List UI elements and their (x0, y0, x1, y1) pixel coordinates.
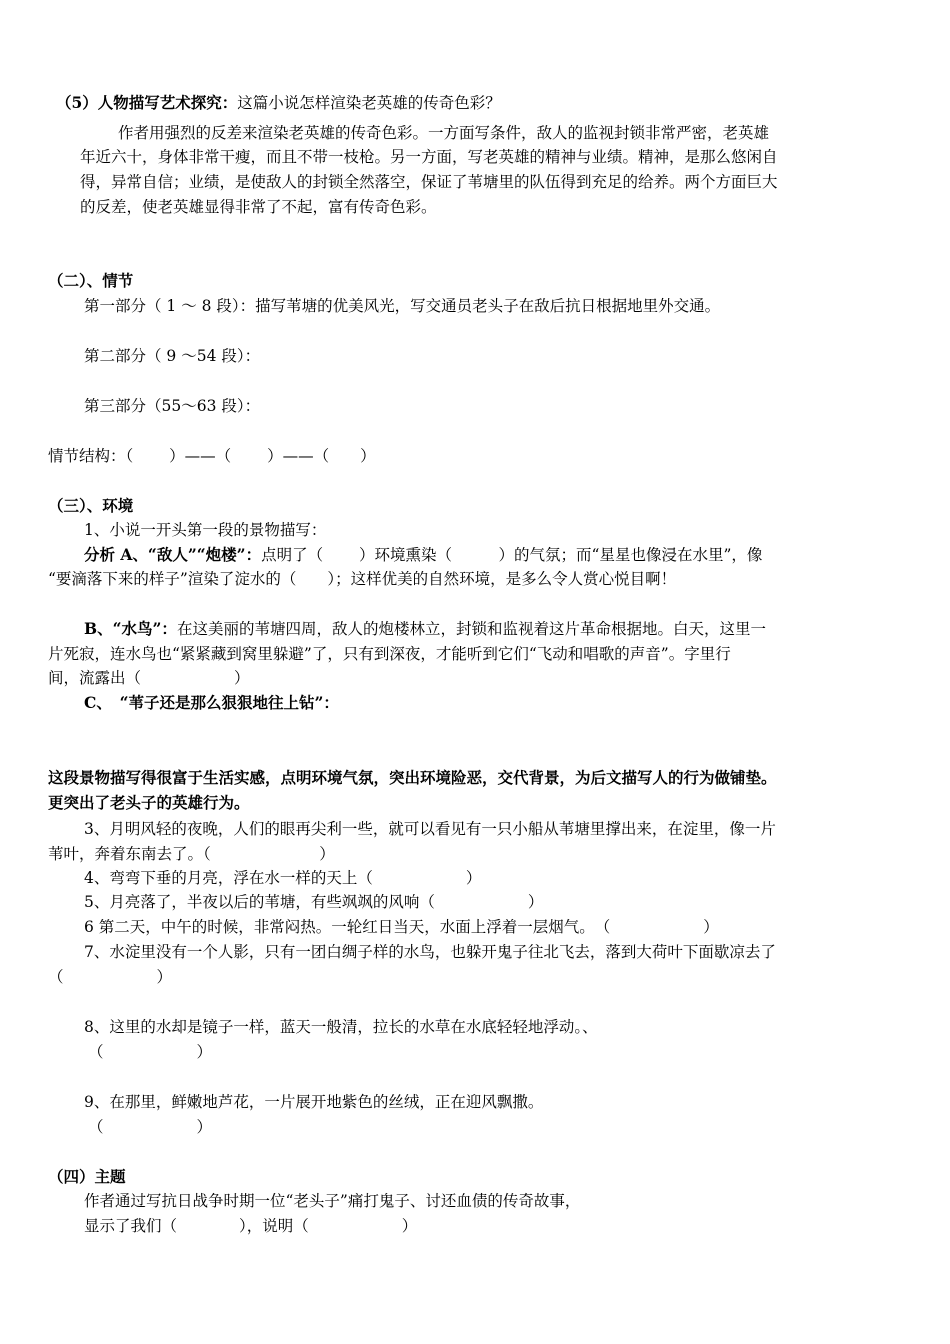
plot-part-2: 第二部分（ 9 ～54 段）： (84, 347, 261, 365)
analysis-a-label: 分析 A、“敌人”“炮楼”： (84, 545, 262, 564)
environment-item-3-line-2: 苇叶，奔着东南去了。（ ） (48, 845, 335, 863)
plot-heading: （二）、情节 (48, 271, 134, 290)
environment-item-1: 1、小说一开头第一段的景物描写： (84, 521, 327, 539)
section5-title-line (56, 92, 501, 114)
environment-item-8-line-1: 8、这里的水却是镜子一样，蓝天一般清，拉长的水草在水底轻轻地浮动。、 (84, 1018, 598, 1036)
environment-item-6: 6 第二天，中午的时候，非常闷热。一轮红日当天，水面上浮着一层烟气。 （ ） (84, 918, 719, 936)
section5-question: 这篇小说怎样渲染老英雄的传奇色彩？ (237, 94, 501, 112)
environment-item-7-line-2: （ ） (48, 968, 173, 986)
analysis-a-text: 点明了（ ）环境熏染（ ）的气氛；而“星星也像浸在水里”，像 (261, 546, 763, 564)
environment-summary-line-2: 更突出了老头子的英雄行为。 (48, 793, 250, 812)
environment-item-7-line-1: 7、水淀里没有一个人影，只有一团白绸子样的水鸟，也躲开鬼子往北飞去，落到大荷叶下面歇凉去了 (84, 943, 776, 961)
analysis-a-line-2: “要滴落下来的样子”渲染了淀水的（ ）；这样优美的自然环境，是多么令人赏心悦目啊！ (48, 570, 677, 588)
section5-line-2: 年近六十，身体非常干瘦，而且不带一枝枪。另一方面，写老英雄的精神与业绩。精神，是那么悠闲自 (80, 148, 778, 166)
environment-item-9-line-2: （ ） (88, 1118, 213, 1136)
analysis-b-text: 在这美丽的苇塘四周，敌人的炮楼林立，封锁和监视着这片革命根据地。白天，这里一 (176, 620, 766, 638)
environment-item-9-line-1: 9、在那里，鲜嫩地芦花，一片展开地紫色的丝绒，正在迎风飘撒。 (84, 1093, 544, 1111)
theme-heading: （四）主题 (48, 1167, 126, 1186)
analysis-b-line-3: 间，流露出（ ） (48, 669, 250, 687)
theme-line-1: 作者通过写抗日战争时期一位“老头子”痛打鬼子、讨还血债的传奇故事， (84, 1192, 581, 1210)
plot-structure: 情节结构：（ ）——（ ）——（ ） (48, 447, 376, 465)
section5-line-3: 得，异常自信；业绩，是使敌人的封锁全然落空，保证了苇塘里的队伍得到充足的给养。两个方面巨大 (80, 173, 778, 191)
section5-line-1: 作者用强烈的反差来渲染老英雄的传奇色彩。一方面写条件，敌人的监视封锁非常严密，老英雄 (118, 124, 770, 142)
theme-line-2: 显示了我们（ ），说明（ ） (84, 1217, 418, 1235)
analysis-b-line-2: 片死寂，连水鸟也“紧紧藏到窝里躲避”了，只有到深夜，才能听到它们“飞动和唱歌的声音”。字里行 (48, 645, 731, 663)
environment-summary-line-1: 这段景物描写得很富于生活实感，点明环境气氛，突出环境险恶，交代背景，为后文描写人的行为做铺垫。 (48, 768, 777, 787)
environment-item-4: 4、弯弯下垂的月亮，浮在水一样的天上（ ） (84, 869, 482, 887)
environment-item-3-line-1: 3、月明风轻的夜晚，人们的眼再尖利一些，就可以看见有一只小船从苇塘里撑出来，在淀里，像一片 (84, 820, 776, 838)
environment-item-5: 5、月亮落了，半夜以后的苇塘，有些飒飒的风响（ ） (84, 893, 544, 911)
plot-part-1: 第一部分（ 1 ～ 8 段）：描写苇塘的优美风光，写交通员老头子在敌后抗日根据地里外交通。 (84, 297, 721, 315)
analysis-b-label: B、“水鸟”： (84, 619, 177, 638)
environment-item-8-line-2: （ ） (88, 1043, 213, 1061)
section5-title: （5）人物描写艺术探究： (56, 93, 238, 112)
plot-part-3: 第三部分（55～63 段）： (84, 397, 261, 415)
environment-heading: （三）、环境 (48, 496, 134, 515)
analysis-a-line (84, 544, 762, 566)
analysis-b-line (84, 618, 766, 640)
analysis-c: C、 “苇子还是那么狠狠地往上钻”： (84, 693, 339, 712)
section5-line-4: 的反差，使老英雄显得非常了不起，富有传奇色彩。 (80, 198, 437, 216)
